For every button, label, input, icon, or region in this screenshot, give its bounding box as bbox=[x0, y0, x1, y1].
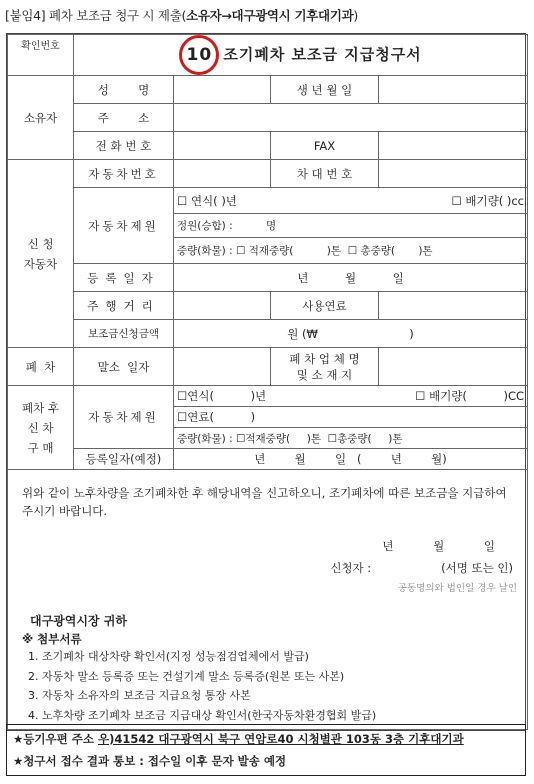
form-table bbox=[7, 34, 528, 730]
weight-field[interactable]: 중량(화물) : ☐ 적재중량( )톤 ☐ 총중량( )톤 bbox=[174, 238, 528, 264]
model-year-checkbox[interactable]: ☐ 연식( )년 bbox=[177, 193, 237, 208]
declaration-block bbox=[8, 470, 528, 730]
application-date[interactable]: 년 월 일 bbox=[382, 539, 514, 553]
fuel-field[interactable] bbox=[379, 292, 528, 320]
claim-form bbox=[6, 33, 526, 731]
phone-field[interactable] bbox=[174, 132, 271, 160]
attachment-item: 3. 자동차 소유자의 보조금 지급요청 통장 사본 bbox=[28, 689, 251, 702]
attachments-title: ※ 첨부서류 bbox=[22, 632, 82, 646]
footer-box bbox=[6, 724, 526, 776]
declaration-text: 위와 같이 노후차량을 조기폐차한 후 해당내역을 신고하오니, 조기폐차에 따른 보조금을 지급하여 주시기 바랍니다. bbox=[22, 486, 507, 518]
applicant-label: 신청자 : bbox=[330, 561, 372, 575]
after-fuel-field[interactable]: ☐연료( ) bbox=[174, 407, 528, 428]
section-owner: 소유자 bbox=[8, 76, 74, 160]
spec-label: 자동차제원 bbox=[74, 188, 174, 264]
chassis-field[interactable] bbox=[379, 160, 528, 188]
title-bold: 소유자→대구광역시 기후대기과 bbox=[186, 8, 354, 23]
owner-name-field[interactable] bbox=[174, 76, 271, 104]
attachments bbox=[8, 629, 527, 729]
mail-address: 우)41542 대구광역시 북구 연암로40 시청별관 103동 3층 기후대기과 bbox=[97, 732, 464, 746]
company-field[interactable] bbox=[379, 348, 528, 386]
after-displacement-checkbox[interactable]: ☐ 배기량( )CC bbox=[415, 389, 525, 403]
attachment-tag: [붙임4] bbox=[5, 8, 46, 23]
after-spec-label: 자동차제원 bbox=[74, 386, 174, 449]
displacement-checkbox[interactable]: ☐ 배기량( )cc bbox=[451, 193, 525, 208]
attachment-item: 4. 노후차량 조기폐차 보조금 지급대상 확인서(한국자동차환경협회 발급) bbox=[28, 708, 377, 722]
section-after: 폐차 후 신 차 구 매 bbox=[8, 386, 74, 470]
birth-field[interactable] bbox=[379, 76, 528, 104]
joint-note: 공동명의와 법인일 경우 날인 bbox=[397, 583, 518, 594]
amount-field[interactable]: 원 (₩ ) bbox=[174, 320, 528, 348]
confirm-number-label: 확인번호 bbox=[8, 35, 74, 76]
recipient: 대구광역시장 귀하 bbox=[30, 614, 127, 628]
notification-line: ★청구서 접수 결과 통보 : 접수일 이후 문자 발송 예정 bbox=[13, 754, 287, 768]
after-model-year-checkbox[interactable]: ☐연식( )년 bbox=[177, 389, 267, 403]
attachments-list bbox=[22, 647, 513, 725]
after-reg-date-field[interactable]: 년 월 일 ( 년 월) bbox=[174, 449, 528, 470]
delete-date-field[interactable] bbox=[174, 348, 271, 386]
chassis-label: 차 대 번 호 bbox=[271, 160, 379, 188]
attachment-item: 1. 조기폐차 대상차량 확인서(지정 성능점검업체에서 발급) bbox=[28, 650, 309, 663]
after-year-displacement[interactable] bbox=[174, 386, 528, 407]
form-title bbox=[74, 35, 528, 76]
title-text: 폐차 보조금 청구 시 제출( bbox=[45, 8, 187, 23]
address-label: 주 소 bbox=[74, 104, 174, 132]
reg-no-field[interactable] bbox=[174, 160, 271, 188]
signature-field[interactable]: (서명 또는 인) bbox=[441, 561, 514, 575]
mileage-field[interactable] bbox=[174, 292, 271, 320]
mail-prefix: ★등기우편 주소 bbox=[13, 732, 98, 746]
delete-date-label: 말소 일자 bbox=[74, 348, 174, 386]
after-weight-field[interactable]: 중량(화물) : ☐적재중량( )톤 ☐총중량( )톤 bbox=[174, 428, 528, 449]
birth-label: 생 년 월 일 bbox=[271, 76, 379, 104]
form-title-text: 조기폐차 보조금 지급청구서 bbox=[223, 45, 422, 64]
section-scrap: 폐 차 bbox=[8, 348, 74, 386]
mail-address-line bbox=[13, 728, 519, 750]
reg-date-label: 등록일자 bbox=[74, 264, 174, 292]
amount-label: 보조금신청금액 bbox=[74, 320, 174, 348]
fax-field[interactable] bbox=[379, 132, 528, 160]
company-label: 폐 차 업 체 명 및 소 재 지 bbox=[271, 348, 379, 386]
spec-year-displacement[interactable] bbox=[174, 188, 528, 214]
applicant-line bbox=[8, 560, 527, 576]
page-title bbox=[5, 6, 358, 24]
attachment-item: 2. 자동차 말소 등록증 또는 건설기계 말소 등록증(원본 또는 사본) bbox=[28, 669, 345, 683]
circle-number: 10 bbox=[179, 35, 219, 75]
mileage-label: 주행거리 bbox=[74, 292, 174, 320]
phone-label: 전 화 번 호 bbox=[74, 132, 174, 160]
fuel-label: 사용연료 bbox=[271, 292, 379, 320]
reg-date-field[interactable]: 년 월 일 bbox=[174, 264, 528, 292]
section-vehicle: 신 청 자동차 bbox=[8, 160, 74, 348]
reg-no-label: 자동차번호 bbox=[74, 160, 174, 188]
title-suffix: ) bbox=[353, 8, 358, 23]
after-reg-date-label: 등록일자(예정) bbox=[74, 449, 174, 470]
capacity-field[interactable]: 정원(승합) : 명 bbox=[174, 214, 528, 238]
address-field[interactable] bbox=[174, 104, 528, 132]
fax-label: FAX bbox=[271, 132, 379, 160]
owner-name-label: 성 명 bbox=[74, 76, 174, 104]
